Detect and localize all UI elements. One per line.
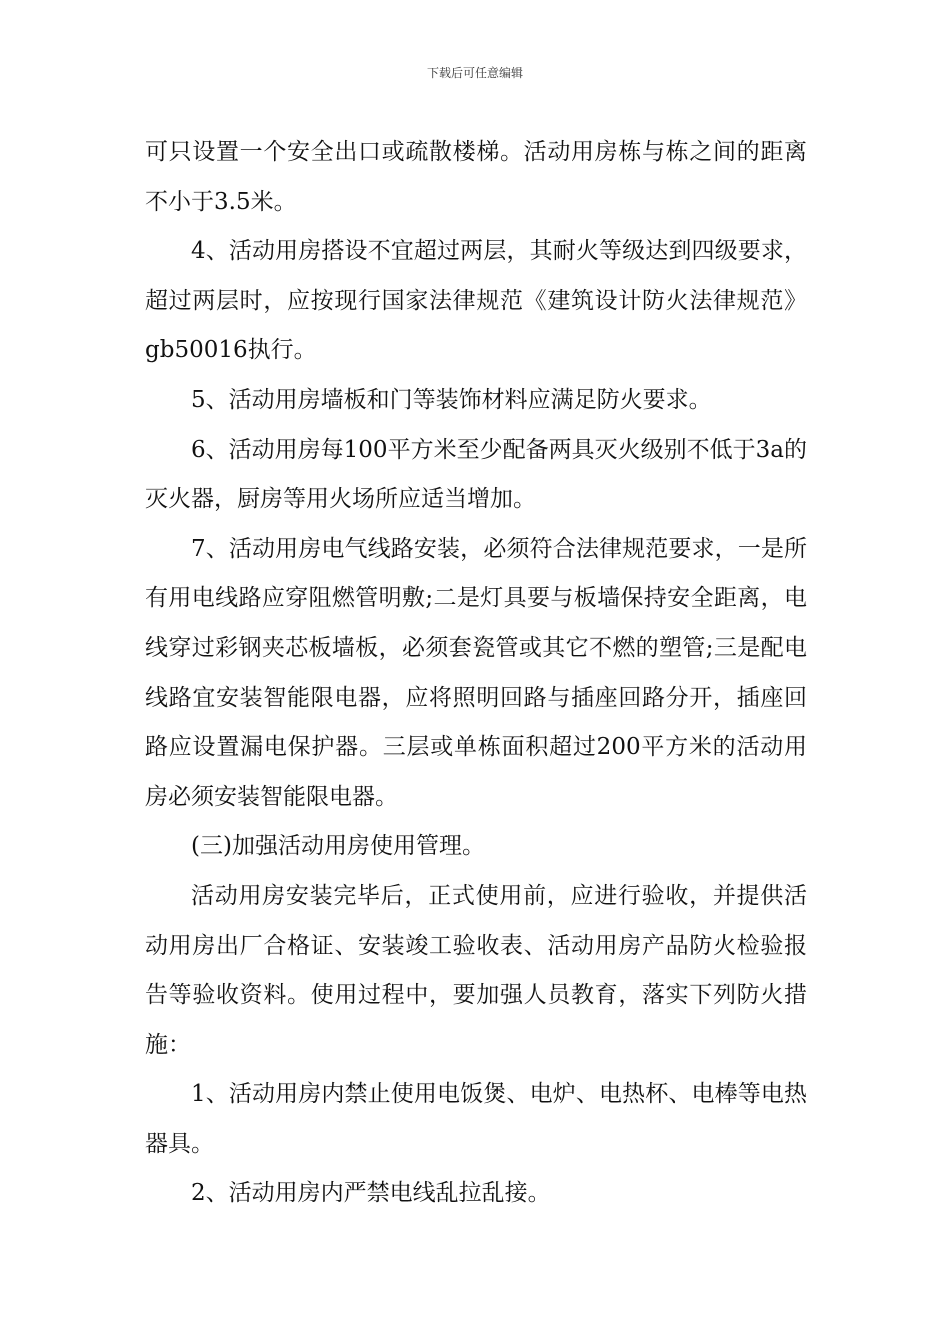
paragraph: 6、活动用房每100平方米至少配备两具灭火级别不低于3a的灭火器，厨房等用火场所应适当增加。 <box>145 436 807 513</box>
paragraph: 4、活动用房搭设不宜超过两层，其耐火等级达到四级要求，超过两层时，应按现行国家法律规范《建筑设计防火法律规范》gb50016执行。 <box>145 238 807 364</box>
paragraph: 活动用房安装完毕后，正式使用前，应进行验收，并提供活动用房出厂合格证、安装竣工验收表、活动用房产品防火检验报告等验收资料。使用过程中，要加强人员教育，落实下列防火措施： <box>145 882 807 1058</box>
paragraph: 可只设置一个安全出口或疏散楼梯。活动用房栋与栋之间的距离不小于3.5米。 <box>145 139 807 215</box>
section-heading: (三)加强活动用房使用管理。 <box>191 833 485 860</box>
paragraph: 1、活动用房内禁止使用电饭煲、电炉、电热杯、电棒等电热器具。 <box>145 1081 807 1157</box>
document-body <box>145 128 807 1219</box>
page-header: 下载后可任意编辑 <box>426 66 523 80</box>
paragraph: 2、活动用房内严禁电线乱拉乱接。 <box>191 1180 551 1207</box>
paragraph: 5、活动用房墙板和门等装饰材料应满足防火要求。 <box>191 386 712 413</box>
paragraph: 7、活动用房电气线路安装，必须符合法律规范要求，一是所有用电线路应穿阻燃管明敷;二是灯具要与板墙保持安全距离，电线穿过彩钢夹芯板墙板，必须套瓷管或其它不燃的塑管;三是配电线路宜安装智能限电器，应将照明回路与插座回路分开，插座回路应设置漏电保护器。三层或单栋面积超过200平方米的活动用房必须安装智能限电器。 <box>145 535 807 810</box>
